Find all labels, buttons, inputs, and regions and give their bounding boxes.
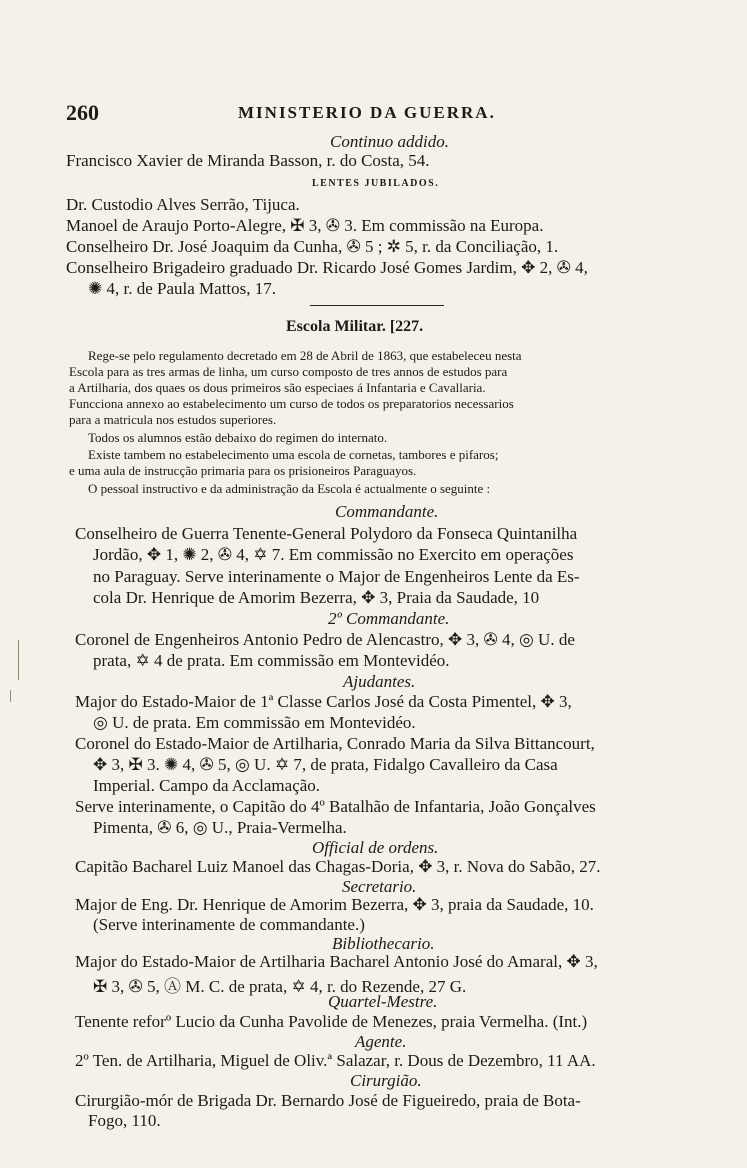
scan-mark	[10, 690, 11, 702]
subheading-cirurgiao: Cirurgião.	[350, 1071, 422, 1090]
entry-line: Manoel de Araujo Porto-Alegre, ✠ 3, ✇ 3. Em commissão na Europa.	[66, 216, 544, 235]
entry-line: ✺ 4, r. de Paula Mattos, 17.	[88, 279, 277, 298]
entry-line: prata, ✡ 4 de prata. Em commissão em Montevidéo.	[93, 651, 450, 670]
subheading-secretario: Secretario.	[342, 877, 417, 896]
entry-line: Dr. Custodio Alves Serrão, Tijuca.	[66, 195, 300, 214]
entry-line: Imperial. Campo da Acclamação.	[93, 776, 321, 795]
subheading-official-de-ordens: Official de ordens.	[312, 838, 439, 857]
subheading-ajudantes: Ajudantes.	[343, 672, 416, 691]
entry-line: Major do Estado-Maior de Artilharia Bacharel Antonio José do Amaral, ✥ 3,	[75, 952, 598, 971]
entry-line: Cirurgião-mór de Brigada Dr. Bernardo José de Figueiredo, praia de Bota-	[75, 1091, 581, 1110]
intro-text: Todos os alumnos estão debaixo do regimen do internato.	[88, 430, 388, 445]
intro-text: Existe tambem no estabelecimento uma escola de cornetas, tambores e pifaros;	[88, 447, 499, 462]
intro-text: a Artilharia, dos quaes os dous primeiros são especiaes á Infantaria e Cavallaria.	[69, 380, 486, 395]
intro-text: Rege-se pelo regulamento decretado em 28 de Abril de 1863, que estabeleceu nesta	[88, 348, 522, 363]
subheading-quartel-mestre: Quartel-Mestre.	[328, 992, 438, 1011]
entry-line: Coronel do Estado-Maior de Artilharia, Conrado Maria da Silva Bittancourt,	[75, 734, 595, 753]
entry-line: (Serve interinamente de commandante.)	[93, 915, 365, 934]
entry-line: Capitão Bacharel Luiz Manoel das Chagas-Doria, ✥ 3, r. Nova do Sabão, 27.	[75, 857, 601, 876]
entry-line: Major de Eng. Dr. Henrique de Amorim Bezerra, ✥ 3, praia da Saudade, 10.	[75, 895, 594, 914]
entry-line: 2º Ten. de Artilharia, Miguel de Oliv.ª Salazar, r. Dous de Dezembro, 11 AA.	[75, 1051, 596, 1070]
entry-line: Serve interinamente, o Capitão do 4º Batalhão de Infantaria, João Gonçalves	[75, 797, 596, 816]
page-number: 260	[66, 100, 99, 125]
page-header	[66, 100, 706, 128]
entry-line: Pimenta, ✇ 6, ◎ U., Praia-Vermelha.	[93, 818, 347, 837]
section-title-escola-militar: Escola Militar. [227.	[286, 318, 424, 335]
entry-line: ◎ U. de prata. Em commissão em Montevidéo.	[93, 713, 416, 732]
entry-line: Conselheiro Brigadeiro graduado Dr. Ricardo José Gomes Jardim, ✥ 2, ✇ 4,	[66, 258, 588, 277]
intro-text: e uma aula de instrucção primaria para os prisioneiros Paraguayos.	[69, 463, 417, 478]
entry-line: Francisco Xavier de Miranda Basson, r. do Costa, 54.	[66, 151, 430, 170]
entry-line: Conselheiro Dr. José Joaquim da Cunha, ✇ 5 ; ✲ 5, r. da Conciliação, 1.	[66, 237, 559, 256]
subheading-agente: Agente.	[355, 1032, 407, 1051]
subheading-lentes-jubilados: LENTES JUBILADOS.	[312, 178, 440, 189]
intro-text: Funcciona annexo ao estabelecimento um curso de todos os preparatorios necessarios	[69, 396, 514, 411]
intro-text: para a matricula nos estudos superiores.	[69, 412, 277, 427]
subheading-segundo-commandante: 2º Commandante.	[328, 609, 450, 628]
entry-line: Jordão, ✥ 1, ✺ 2, ✇ 4, ✡ 7. Em commissão no Exercito em operações	[93, 545, 574, 564]
section-divider	[310, 305, 444, 306]
entry-line: no Paraguay. Serve interinamente o Major de Engenheiros Lente da Es-	[93, 567, 580, 586]
entry-line: cola Dr. Henrique de Amorim Bezerra, ✥ 3, Praia da Saudade, 10	[93, 588, 540, 607]
entry-line: Major do Estado-Maior de 1ª Classe Carlos José da Costa Pimentel, ✥ 3,	[75, 692, 572, 711]
intro-text: O pessoal instructivo e da administração da Escola é actualmente o seguinte :	[88, 481, 491, 496]
subheading-continuo: Continuo addido.	[330, 132, 450, 151]
entry-line: ✥ 3, ✠ 3. ✺ 4, ✇ 5, ◎ U. ✡ 7, de prata, Fidalgo Cavalleiro da Casa	[93, 755, 558, 774]
intro-text: Escola para as tres armas de linha, um curso composto de tres annos de estudos para	[69, 364, 508, 379]
running-head: MINISTERIO DA GUERRA.	[238, 103, 496, 122]
entry-line: Fogo, 110.	[88, 1111, 161, 1130]
subheading-commandante: Commandante.	[335, 502, 439, 521]
subheading-bibliothecario: Bibliothecario.	[332, 934, 435, 953]
scan-mark	[18, 640, 19, 680]
entry-line: Conselheiro de Guerra Tenente-General Polydoro da Fonseca Quintanilha	[75, 524, 578, 543]
entry-line: ✠ 3, ✇ 5, Ⓐ M. C. de prata, ✡ 4, r. do Rezende, 27 G.	[93, 977, 467, 996]
entry-line: Tenente reforº Lucio da Cunha Pavolide de Menezes, praia Vermelha. (Int.)	[75, 1012, 588, 1031]
entry-line: Coronel de Engenheiros Antonio Pedro de Alencastro, ✥ 3, ✇ 4, ◎ U. de	[75, 630, 575, 649]
